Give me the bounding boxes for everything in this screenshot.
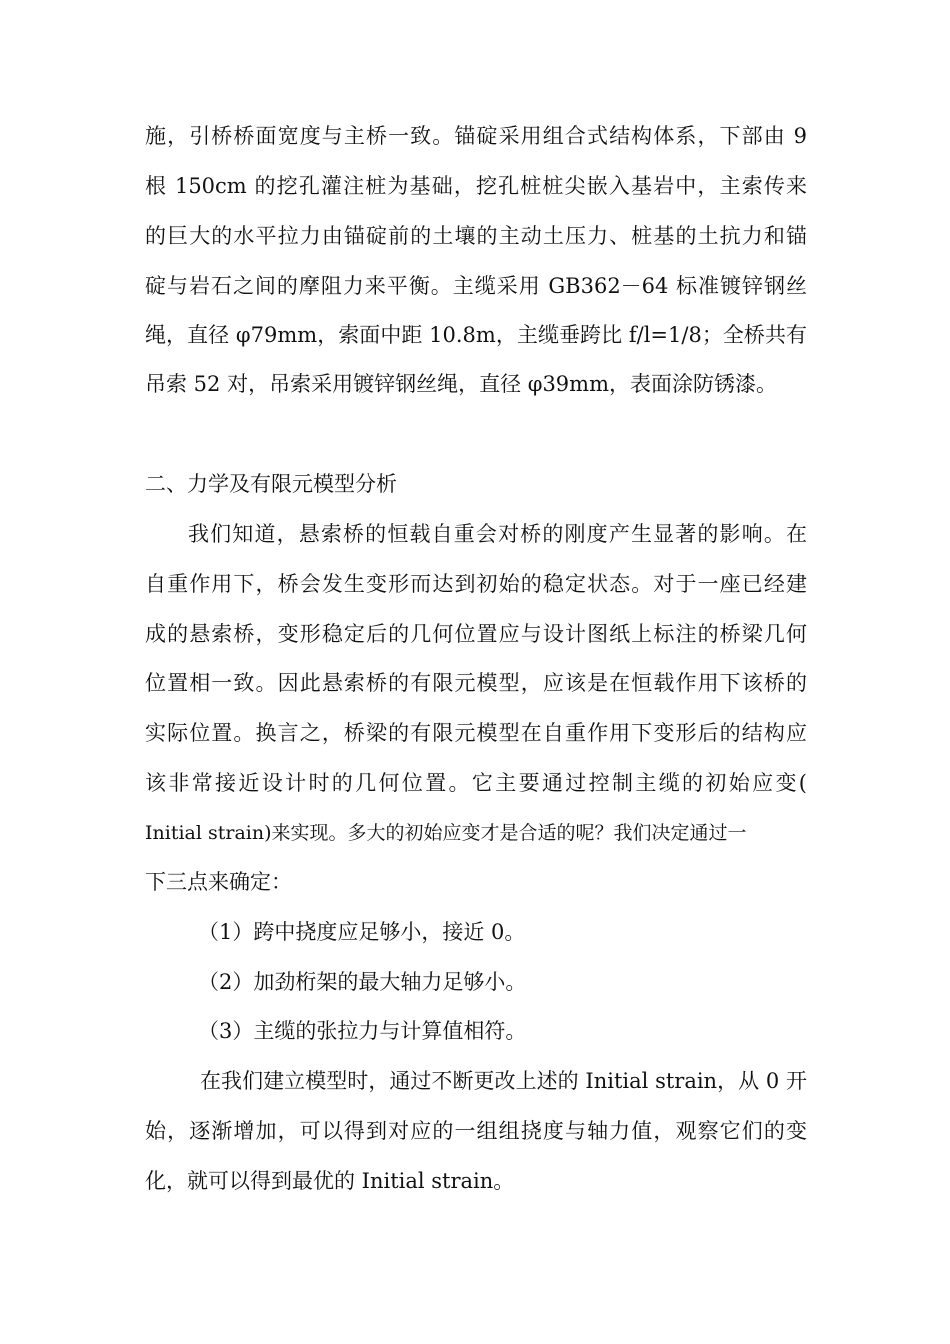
paragraph1-line-5: 绳，直径 φ79mm，索面中距 10.8m，主缆垂跨比 f/l=1/8；全桥共有 — [145, 323, 807, 347]
criterion-1: （1）跨中挠度应足够小，接近 0。 — [198, 920, 526, 944]
criterion-2: （2）加劲桁架的最大轴力足够小。 — [198, 970, 527, 994]
paragraph2-line-5: 实际位置。换言之，桥梁的有限元模型在自重作用下变形后的结构应 — [145, 721, 807, 745]
paragraph1-line-1: 施，引桥桥面宽度与主桥一致。锚碇采用组合式结构体系，下部由 9 — [145, 124, 807, 148]
paragraph2-line-2: 自重作用下，桥会发生变形而达到初始的稳定状态。对于一座已经建 — [145, 572, 807, 596]
paragraph1-line-4: 碇与岩石之间的摩阻力来平衡。主缆采用 GB362－64 标准镀锌钢丝 — [145, 274, 807, 298]
paragraph1-line-6: 吊索 52 对，吊索采用镀锌钢丝绳，直径 φ39mm，表面涂防锈漆。 — [145, 372, 777, 396]
paragraph2-line-3: 成的悬索桥，变形稳定后的几何位置应与设计图纸上标注的桥梁几何 — [145, 622, 807, 646]
paragraph2-line-6: 该非常接近设计时的几何位置。它主要通过控制主缆的初始应变( — [145, 771, 807, 795]
section-heading: 二、力学及有限元模型分析 — [145, 472, 397, 496]
paragraph3-line-2: 始，逐渐增加，可以得到对应的一组组挠度与轴力值，观察它们的变 — [145, 1119, 807, 1143]
paragraph2-line-4: 位置相一致。因此悬索桥的有限元模型，应该是在恒载作用下该桥的 — [145, 671, 807, 695]
paragraph2-line-7: Initial strain)来实现。多大的初始应变才是合适的呢？我们决定通过一 — [145, 822, 747, 844]
paragraph1-line-2: 根 150cm 的挖孔灌注桩为基础，挖孔桩桩尖嵌入基岩中，主索传来 — [145, 174, 807, 198]
paragraph1-line-3: 的巨大的水平拉力由锚碇前的土壤的主动土压力、桩基的土抗力和锚 — [145, 224, 807, 248]
paragraph2-line-8: 下三点来确定： — [145, 870, 292, 894]
paragraph3-line-1: 在我们建立模型时，通过不断更改上述的 Initial strain，从 0 开 — [200, 1069, 807, 1093]
criterion-3: （3）主缆的张拉力与计算值相符。 — [198, 1019, 527, 1043]
paragraph2-line-1: 我们知道，悬索桥的恒载自重会对桥的刚度产生显著的影响。在 — [188, 522, 807, 546]
paragraph3-line-3: 化，就可以得到最优的 Initial strain。 — [145, 1169, 515, 1193]
